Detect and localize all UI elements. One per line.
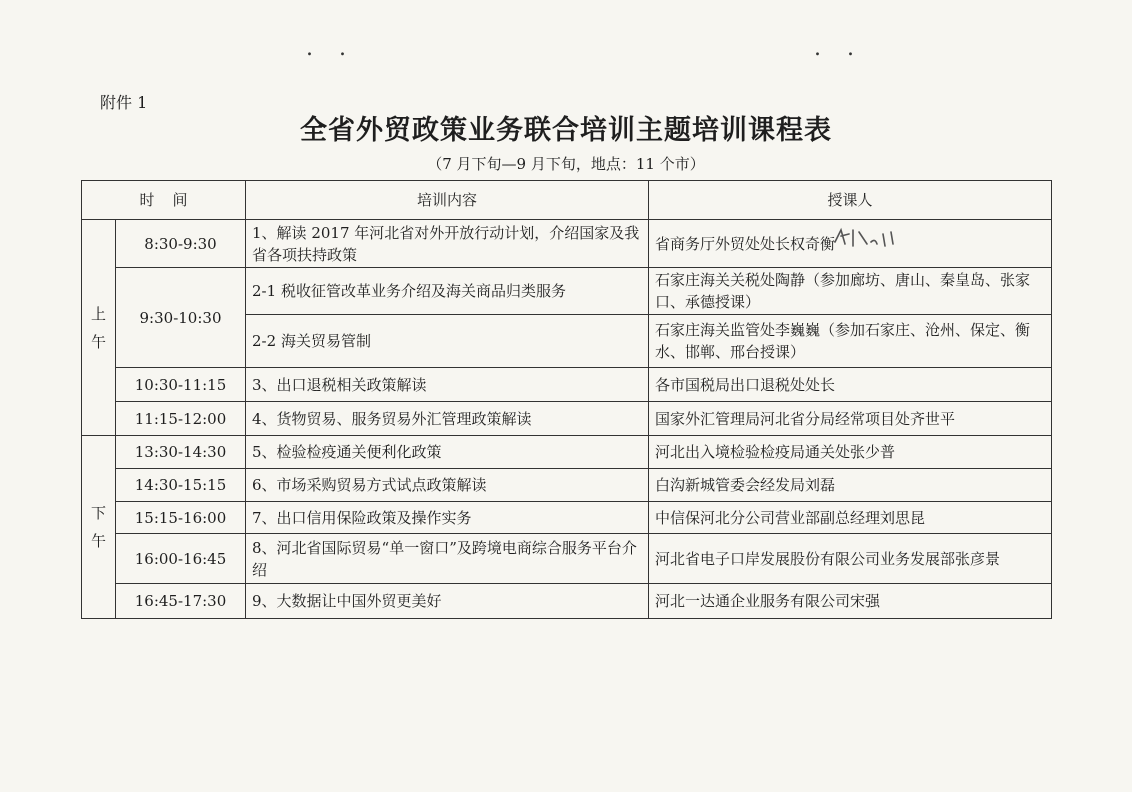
table-row [82,502,1052,534]
table-row [82,268,1052,315]
scan-marks-left: .. [306,36,372,61]
time-cell: 10:30-11:15 [116,368,246,402]
time-cell: 13:30-14:30 [116,436,246,469]
table-row [82,402,1052,436]
handwritten-signature [831,224,901,250]
teacher-cell: 河北出入境检验检疫局通关处张少普 [649,436,1052,469]
document-title: 全省外贸政策业务联合培训主题培训课程表 [300,115,832,146]
header-time: 时间 [82,181,246,220]
attachment-label: 附件 1 [100,93,148,112]
schedule-table [81,180,1052,619]
teacher-cell: 中信保河北分公司营业部副总经理刘思昆 [649,502,1052,534]
content-cell: 9、大数据让中国外贸更美好 [246,584,649,619]
teacher-cell: 省商务厅外贸处处长权奇衡 [649,220,1052,268]
teacher-cell: 各市国税局出口退税处处长 [649,368,1052,402]
teacher-cell: 白沟新城管委会经发局刘磊 [649,469,1052,502]
period-afternoon: 下 午 [82,436,116,619]
teacher-cell: 国家外汇管理局河北省分局经常项目处齐世平 [649,402,1052,436]
content-cell: 5、检验检疫通关便利化政策 [246,436,649,469]
teacher-cell: 石家庄海关关税处陶静（参加廊坊、唐山、秦皇岛、张家口、承德授课） [649,268,1052,315]
table-row [82,368,1052,402]
table-row [82,469,1052,502]
content-cell: 6、市场采购贸易方式试点政策解读 [246,469,649,502]
header-content: 培训内容 [246,181,649,220]
table-row [82,584,1052,619]
content-cell: 3、出口退税相关政策解读 [246,368,649,402]
time-cell: 16:00-16:45 [116,534,246,584]
header-teacher: 授课人 [649,181,1052,220]
time-cell: 14:30-15:15 [116,469,246,502]
teacher-cell: 石家庄海关监管处李巍巍（参加石家庄、沧州、保定、衡水、邯郸、邢台授课） [649,315,1052,368]
time-cell: 8:30-9:30 [116,220,246,268]
content-cell: 7、出口信用保险政策及操作实务 [246,502,649,534]
teacher-cell: 河北省电子口岸发展股份有限公司业务发展部张彦景 [649,534,1052,584]
table-row [82,220,1052,268]
time-cell: 15:15-16:00 [116,502,246,534]
teacher-cell: 河北一达通企业服务有限公司宋强 [649,584,1052,619]
content-cell: 4、货物贸易、服务贸易外汇管理政策解读 [246,402,649,436]
time-cell: 11:15-12:00 [116,402,246,436]
period-morning: 上 午 [82,220,116,436]
scan-marks-right: .. [814,36,880,61]
content-cell: 2-2 海关贸易管制 [246,315,649,368]
table-header-row [82,181,1052,220]
content-cell: 2-1 税收征管改革业务介绍及海关商品归类服务 [246,268,649,315]
table-row [82,534,1052,584]
content-cell: 1、解读 2017 年河北省对外开放行动计划，介绍国家及我省各项扶持政策 [246,220,649,268]
table-row [82,436,1052,469]
time-cell: 9:30-10:30 [116,268,246,368]
document-subtitle: （7 月下旬—9 月下旬，地点：11 个市） [427,155,705,173]
time-cell: 16:45-17:30 [116,584,246,619]
content-cell: 8、河北省国际贸易“单一窗口”及跨境电商综合服务平台介绍 [246,534,649,584]
